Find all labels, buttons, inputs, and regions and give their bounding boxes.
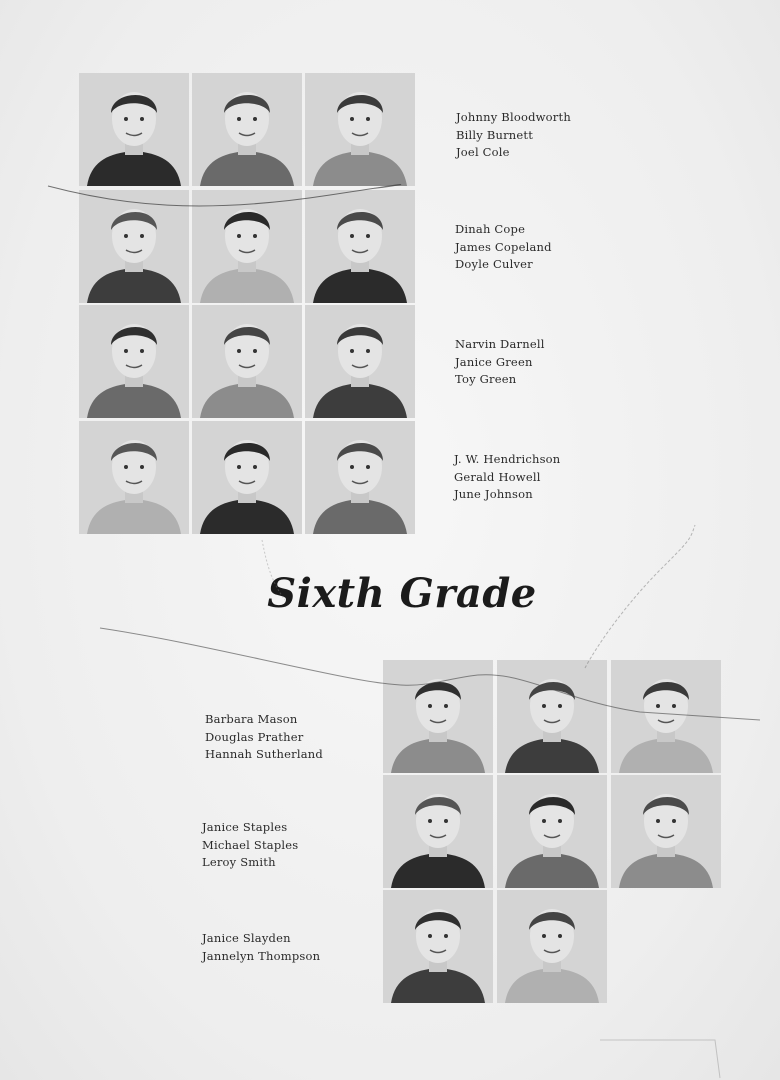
student-name: Michael Staples — [202, 837, 299, 852]
student-photo — [497, 890, 607, 1003]
student-photo — [383, 775, 493, 888]
student-photo — [79, 73, 189, 186]
name-group — [454, 451, 560, 504]
student-photo — [192, 190, 302, 303]
student-name: Doyle Culver — [455, 257, 533, 271]
page-title: Sixth Grade — [267, 570, 537, 617]
portrait-icon — [192, 73, 302, 186]
student-photo — [192, 421, 302, 534]
student-name: Barbara Mason — [205, 712, 298, 726]
student-name: Billy Burnett — [456, 127, 534, 142]
student-name: Janice Slayden — [202, 931, 291, 945]
name-group — [202, 930, 320, 965]
student-photo — [383, 660, 493, 773]
student-photo — [79, 190, 189, 303]
portrait-icon — [192, 421, 302, 534]
student-name: Narvin Darnell — [455, 337, 545, 351]
student-name: Hannah Sutherland — [205, 747, 323, 761]
name-group — [456, 109, 571, 162]
portrait-icon — [305, 73, 415, 186]
student-photo — [305, 305, 415, 418]
student-photo — [79, 421, 189, 534]
portrait-icon — [79, 421, 189, 534]
student-name: Douglas Prather — [205, 729, 304, 744]
student-photo — [305, 73, 415, 186]
name-group — [205, 711, 323, 764]
student-photo — [497, 775, 607, 888]
student-name: Leroy Smith — [202, 855, 276, 869]
student-photo — [497, 660, 607, 773]
student-name: Dinah Cope — [455, 222, 526, 236]
portrait-icon — [79, 305, 189, 418]
portrait-icon — [192, 190, 302, 303]
student-name: Jannelyn Thompson — [202, 948, 321, 963]
portrait-icon — [497, 890, 607, 1003]
student-name: James Copeland — [455, 239, 552, 254]
portrait-icon — [497, 660, 607, 773]
student-photo — [611, 775, 721, 888]
portrait-icon — [611, 660, 721, 773]
student-photo — [192, 305, 302, 418]
student-name: Gerald Howell — [454, 469, 541, 484]
student-photo — [383, 890, 493, 1003]
student-name: Johnny Bloodworth — [456, 110, 571, 124]
student-photo — [611, 660, 721, 773]
portrait-icon — [79, 190, 189, 303]
portrait-icon — [305, 421, 415, 534]
name-group — [455, 336, 545, 389]
student-photo — [192, 73, 302, 186]
student-name: Toy Green — [455, 372, 517, 386]
student-name: Janice Staples — [202, 820, 288, 834]
portrait-icon — [383, 775, 493, 888]
name-group — [202, 819, 298, 872]
student-name: J. W. Hendrichson — [454, 452, 561, 466]
portrait-icon — [305, 305, 415, 418]
student-photo — [79, 305, 189, 418]
student-name: Janice Green — [455, 354, 533, 369]
portrait-icon — [383, 890, 493, 1003]
student-name: Joel Cole — [456, 145, 510, 159]
portrait-icon — [383, 660, 493, 773]
student-photo — [305, 421, 415, 534]
student-name: June Johnson — [454, 487, 533, 501]
student-photo — [305, 190, 415, 303]
portrait-icon — [611, 775, 721, 888]
portrait-icon — [192, 305, 302, 418]
portrait-icon — [305, 190, 415, 303]
portrait-icon — [79, 73, 189, 186]
portrait-icon — [497, 775, 607, 888]
name-group — [455, 221, 552, 274]
